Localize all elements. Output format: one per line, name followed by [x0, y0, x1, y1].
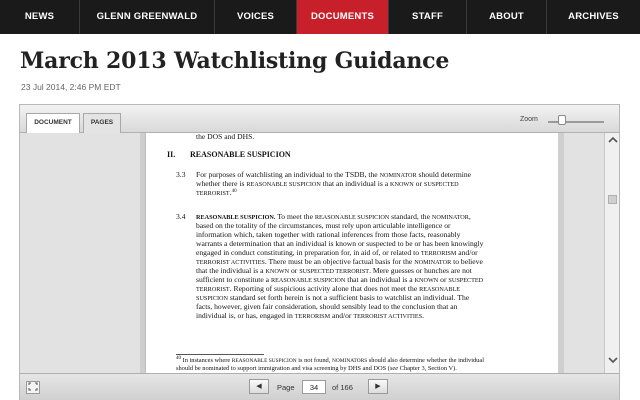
doc-footnote-line: $^{40}$ In instances where REASONABLE SUSPICION is not found, NOMINATORS should also determine whether the individual	[176, 356, 484, 364]
viewer-footer	[20, 373, 619, 400]
tab-document[interactable]: DOCUMENT	[26, 113, 80, 133]
doc-para-line: SUSPICION standard set forth herein is not a sufficient basis to watchlist an individual. The	[196, 293, 470, 302]
document-page	[146, 133, 558, 373]
nav-item-about[interactable]: ABOUT	[467, 0, 547, 34]
nav-item-archives[interactable]: ARCHIVES	[568, 11, 619, 22]
page-total: of 166	[332, 383, 353, 392]
nav-item-glenn-greenwald[interactable]: GLENN GREENWALD	[80, 0, 215, 34]
doc-para-number: 3.3	[176, 170, 186, 179]
doc-para-line: TERRORIST.$^{40}$	[196, 188, 237, 197]
doc-para-line: whether there is REASONABLE SUSPICION that an individual is a KNOWN or SUSPECTED	[196, 179, 459, 188]
next-page-button[interactable]: ▶	[368, 379, 388, 394]
vertical-scrollbar[interactable]	[604, 133, 619, 373]
document-viewer	[19, 104, 620, 400]
doc-para-line: that the individual is a KNOWN or SUSPECTED TERRORIST. Mere guesses or hunches are not	[196, 266, 472, 275]
doc-para-line: engaged in conduct constituting, in preparation for, in aid of, or related to TERRORISM and/or	[196, 248, 478, 257]
nav-item-voices[interactable]: VOICES	[215, 0, 297, 34]
doc-para-line: sufficient to constitute a REASONABLE SUSPICION that an individual is a KNOWN or SUSPECTED	[196, 275, 484, 284]
doc-footnote-line: should be nominated to support immigration and visa screening by DHS and DOS (see Chapter 3, Section V).	[176, 365, 457, 372]
page-number-input[interactable]	[302, 380, 326, 394]
zoom-slider-track[interactable]	[548, 121, 604, 123]
doc-para-line: facts, however, given fair consideration, should sensibly lead to the conclusion that an	[196, 302, 458, 311]
zoom-slider-handle[interactable]	[558, 115, 566, 125]
doc-section-heading: REASONABLE SUSPICION	[190, 150, 291, 159]
zoom-label: Zoom	[520, 116, 538, 123]
footnote-divider	[176, 354, 264, 355]
doc-continued-line: the DOS and DHS.	[196, 133, 255, 141]
nav-item-news[interactable]: NEWS	[0, 0, 80, 34]
chevron-down-icon[interactable]	[605, 355, 619, 369]
expand-icon[interactable]	[26, 381, 40, 394]
doc-para-line: individual is, or has, engaged in TERRORISM and/or TERRORIST ACTIVITIES.	[196, 311, 425, 320]
nav-item-documents[interactable]: DOCUMENTS	[297, 0, 389, 34]
doc-para-line: information which, taken together with rational inferences from those facts, reasonably	[196, 230, 461, 239]
article-dateline: 23 Jul 2014, 2:46 PM EDT	[21, 82, 121, 92]
top-nav	[0, 0, 640, 34]
scrollbar-thumb[interactable]	[608, 195, 617, 204]
previous-page-button[interactable]: ◀	[249, 379, 269, 394]
viewer-toolbar	[20, 105, 619, 133]
doc-para-line: For purposes of watchlisting an individual to the TSDB, the NOMINATOR should determine	[196, 170, 472, 179]
doc-para-line: based on the totality of the circumstances, must rely upon articulable intelligence or	[196, 221, 451, 230]
doc-section-number: II.	[167, 150, 176, 159]
page-shadow-right	[558, 133, 564, 373]
doc-para-line: REASONABLE SUSPICION. To meet the REASONABLE SUSPICION standard, the NOMINATOR,	[196, 212, 471, 221]
tab-pages[interactable]: PAGES	[83, 113, 121, 133]
doc-para-number: 3.4	[176, 212, 186, 221]
page-label: Page	[277, 383, 295, 392]
chevron-up-icon[interactable]	[605, 135, 619, 149]
doc-para-line: warrants a determination that an individual is known or suspected to be or has been knowingly	[196, 239, 484, 248]
footnote-ref: 40	[231, 189, 237, 194]
doc-para-line: TERRORIST ACTIVITIES. There must be an objective factual basis for the NOMINATOR to believe	[196, 257, 483, 266]
doc-para-line: TERRORIST. Reporting of suspicious activity alone that does not meet the REASONABLE	[196, 284, 461, 293]
nav-item-staff[interactable]: STAFF	[389, 0, 467, 34]
page-title: March 2013 Watchlisting Guidance	[20, 48, 450, 74]
viewer-body	[20, 133, 619, 373]
